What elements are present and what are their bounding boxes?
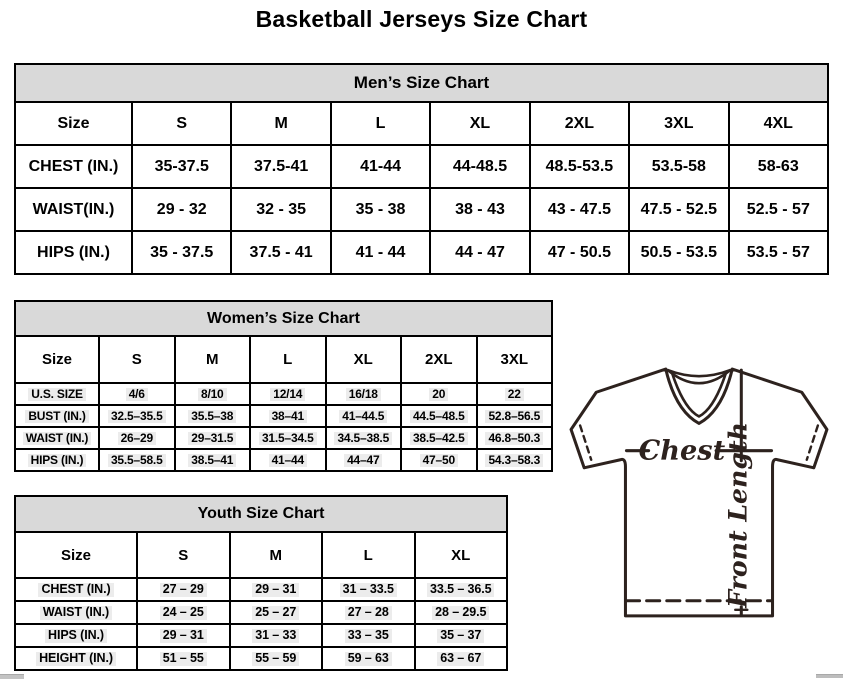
size-cell: 41–44	[250, 449, 326, 471]
size-cell: 16/18	[326, 383, 402, 405]
size-cell: 41-44	[331, 145, 430, 188]
size-cell: 31.5–34.5	[250, 427, 326, 449]
chest-label: Chest	[638, 434, 726, 467]
column-header: M	[175, 336, 251, 383]
size-cell: 25 – 27	[230, 601, 323, 624]
collar-back-arc	[668, 370, 730, 376]
jersey-outline	[571, 369, 827, 616]
h-scrollbar-thumb-right[interactable]	[816, 674, 843, 678]
size-cell: 28 – 29.5	[415, 601, 508, 624]
size-cell: 52.8–56.5	[477, 405, 553, 427]
size-cell: 31 – 33.5	[322, 578, 415, 601]
table-title: Women’s Size Chart	[15, 301, 552, 336]
size-cell: 44.5–48.5	[401, 405, 477, 427]
size-cell: 29 - 32	[132, 188, 231, 231]
size-cell: 41 - 44	[331, 231, 430, 274]
size-cell: 35 - 37.5	[132, 231, 231, 274]
table-row	[15, 231, 828, 274]
size-cell: 37.5 - 41	[231, 231, 330, 274]
size-cell: 54.3–58.3	[477, 449, 553, 471]
column-header: S	[137, 532, 230, 578]
column-header: XL	[415, 532, 508, 578]
size-cell: 27 – 28	[322, 601, 415, 624]
size-cell: 4/6	[99, 383, 175, 405]
table-title: Men’s Size Chart	[15, 64, 828, 102]
column-header: 2XL	[401, 336, 477, 383]
size-cell: 48.5-53.5	[530, 145, 629, 188]
size-cell: 43 - 47.5	[530, 188, 629, 231]
size-cell: 52.5 - 57	[729, 188, 828, 231]
size-cell: 38 - 43	[430, 188, 529, 231]
column-header: L	[331, 102, 430, 145]
table-title: Youth Size Chart	[15, 496, 507, 532]
column-header: Size	[15, 336, 99, 383]
size-cell: 33 – 35	[322, 624, 415, 647]
column-header: L	[250, 336, 326, 383]
row-label: HEIGHT (IN.)	[15, 647, 137, 670]
table-row	[15, 647, 507, 670]
row-label: CHEST (IN.)	[15, 145, 132, 188]
size-cell: 33.5 – 36.5	[415, 578, 508, 601]
row-label: CHEST (IN.)	[15, 578, 137, 601]
table-row	[15, 427, 552, 449]
table-row	[15, 383, 552, 405]
table-row	[15, 188, 828, 231]
size-cell: 41–44.5	[326, 405, 402, 427]
size-cell: 35-37.5	[132, 145, 231, 188]
column-header: S	[99, 336, 175, 383]
size-cell: 47.5 - 52.5	[629, 188, 728, 231]
size-cell: 44-48.5	[430, 145, 529, 188]
size-cell: 59 – 63	[322, 647, 415, 670]
table-row	[15, 601, 507, 624]
row-label: HIPS (IN.)	[15, 449, 99, 471]
size-cell: 20	[401, 383, 477, 405]
womens-size-table	[14, 300, 553, 472]
size-cell: 22	[477, 383, 553, 405]
size-cell: 44–47	[326, 449, 402, 471]
jersey-measurement-diagram	[563, 362, 837, 628]
youth-size-table	[14, 495, 508, 671]
table-row	[15, 449, 552, 471]
size-cell: 29 – 31	[137, 624, 230, 647]
size-cell: 12/14	[250, 383, 326, 405]
size-cell: 32.5–35.5	[99, 405, 175, 427]
size-cell: 63 – 67	[415, 647, 508, 670]
size-cell: 35 – 37	[415, 624, 508, 647]
size-cell: 47–50	[401, 449, 477, 471]
size-cell: 38–41	[250, 405, 326, 427]
row-label: WAIST(IN.)	[15, 188, 132, 231]
column-header: XL	[430, 102, 529, 145]
column-header: 2XL	[530, 102, 629, 145]
size-cell: 31 – 33	[230, 624, 323, 647]
column-header: S	[132, 102, 231, 145]
size-cell: 53.5 - 57	[729, 231, 828, 274]
column-header: 3XL	[629, 102, 728, 145]
table-row	[15, 145, 828, 188]
size-cell: 50.5 - 53.5	[629, 231, 728, 274]
row-label: WAIST (IN.)	[15, 427, 99, 449]
size-cell: 51 – 55	[137, 647, 230, 670]
row-label: WAIST (IN.)	[15, 601, 137, 624]
table-row	[15, 624, 507, 647]
column-header: M	[231, 102, 330, 145]
size-cell: 26–29	[99, 427, 175, 449]
size-cell: 34.5–38.5	[326, 427, 402, 449]
size-cell: 55 – 59	[230, 647, 323, 670]
size-cell: 44 - 47	[430, 231, 529, 274]
column-header: L	[322, 532, 415, 578]
size-cell: 37.5-41	[231, 145, 330, 188]
column-header: 3XL	[477, 336, 553, 383]
row-label: HIPS (IN.)	[15, 624, 137, 647]
size-cell: 46.8–50.3	[477, 427, 553, 449]
h-scrollbar-thumb-left[interactable]	[0, 674, 24, 679]
row-label: U.S. SIZE	[15, 383, 99, 405]
size-cell: 32 - 35	[231, 188, 330, 231]
column-header: Size	[15, 102, 132, 145]
mens-size-table	[14, 63, 829, 275]
size-cell: 27 – 29	[137, 578, 230, 601]
size-cell: 58-63	[729, 145, 828, 188]
column-header: XL	[326, 336, 402, 383]
size-cell: 35.5–58.5	[99, 449, 175, 471]
column-header: M	[230, 532, 323, 578]
size-cell: 8/10	[175, 383, 251, 405]
table-row	[15, 578, 507, 601]
size-cell: 38.5–41	[175, 449, 251, 471]
page-title: Basketball Jerseys Size Chart	[255, 6, 588, 32]
size-cell: 35.5–38	[175, 405, 251, 427]
size-cell: 29–31.5	[175, 427, 251, 449]
row-label: BUST (IN.)	[15, 405, 99, 427]
column-header: Size	[15, 532, 137, 578]
front-length-label: Front Length	[722, 422, 753, 608]
table-row	[15, 405, 552, 427]
row-label: HIPS (IN.)	[15, 231, 132, 274]
size-cell: 47 - 50.5	[530, 231, 629, 274]
size-cell: 29 – 31	[230, 578, 323, 601]
size-cell: 53.5-58	[629, 145, 728, 188]
size-cell: 24 – 25	[137, 601, 230, 624]
column-header: 4XL	[729, 102, 828, 145]
size-cell: 38.5–42.5	[401, 427, 477, 449]
size-cell: 35 - 38	[331, 188, 430, 231]
